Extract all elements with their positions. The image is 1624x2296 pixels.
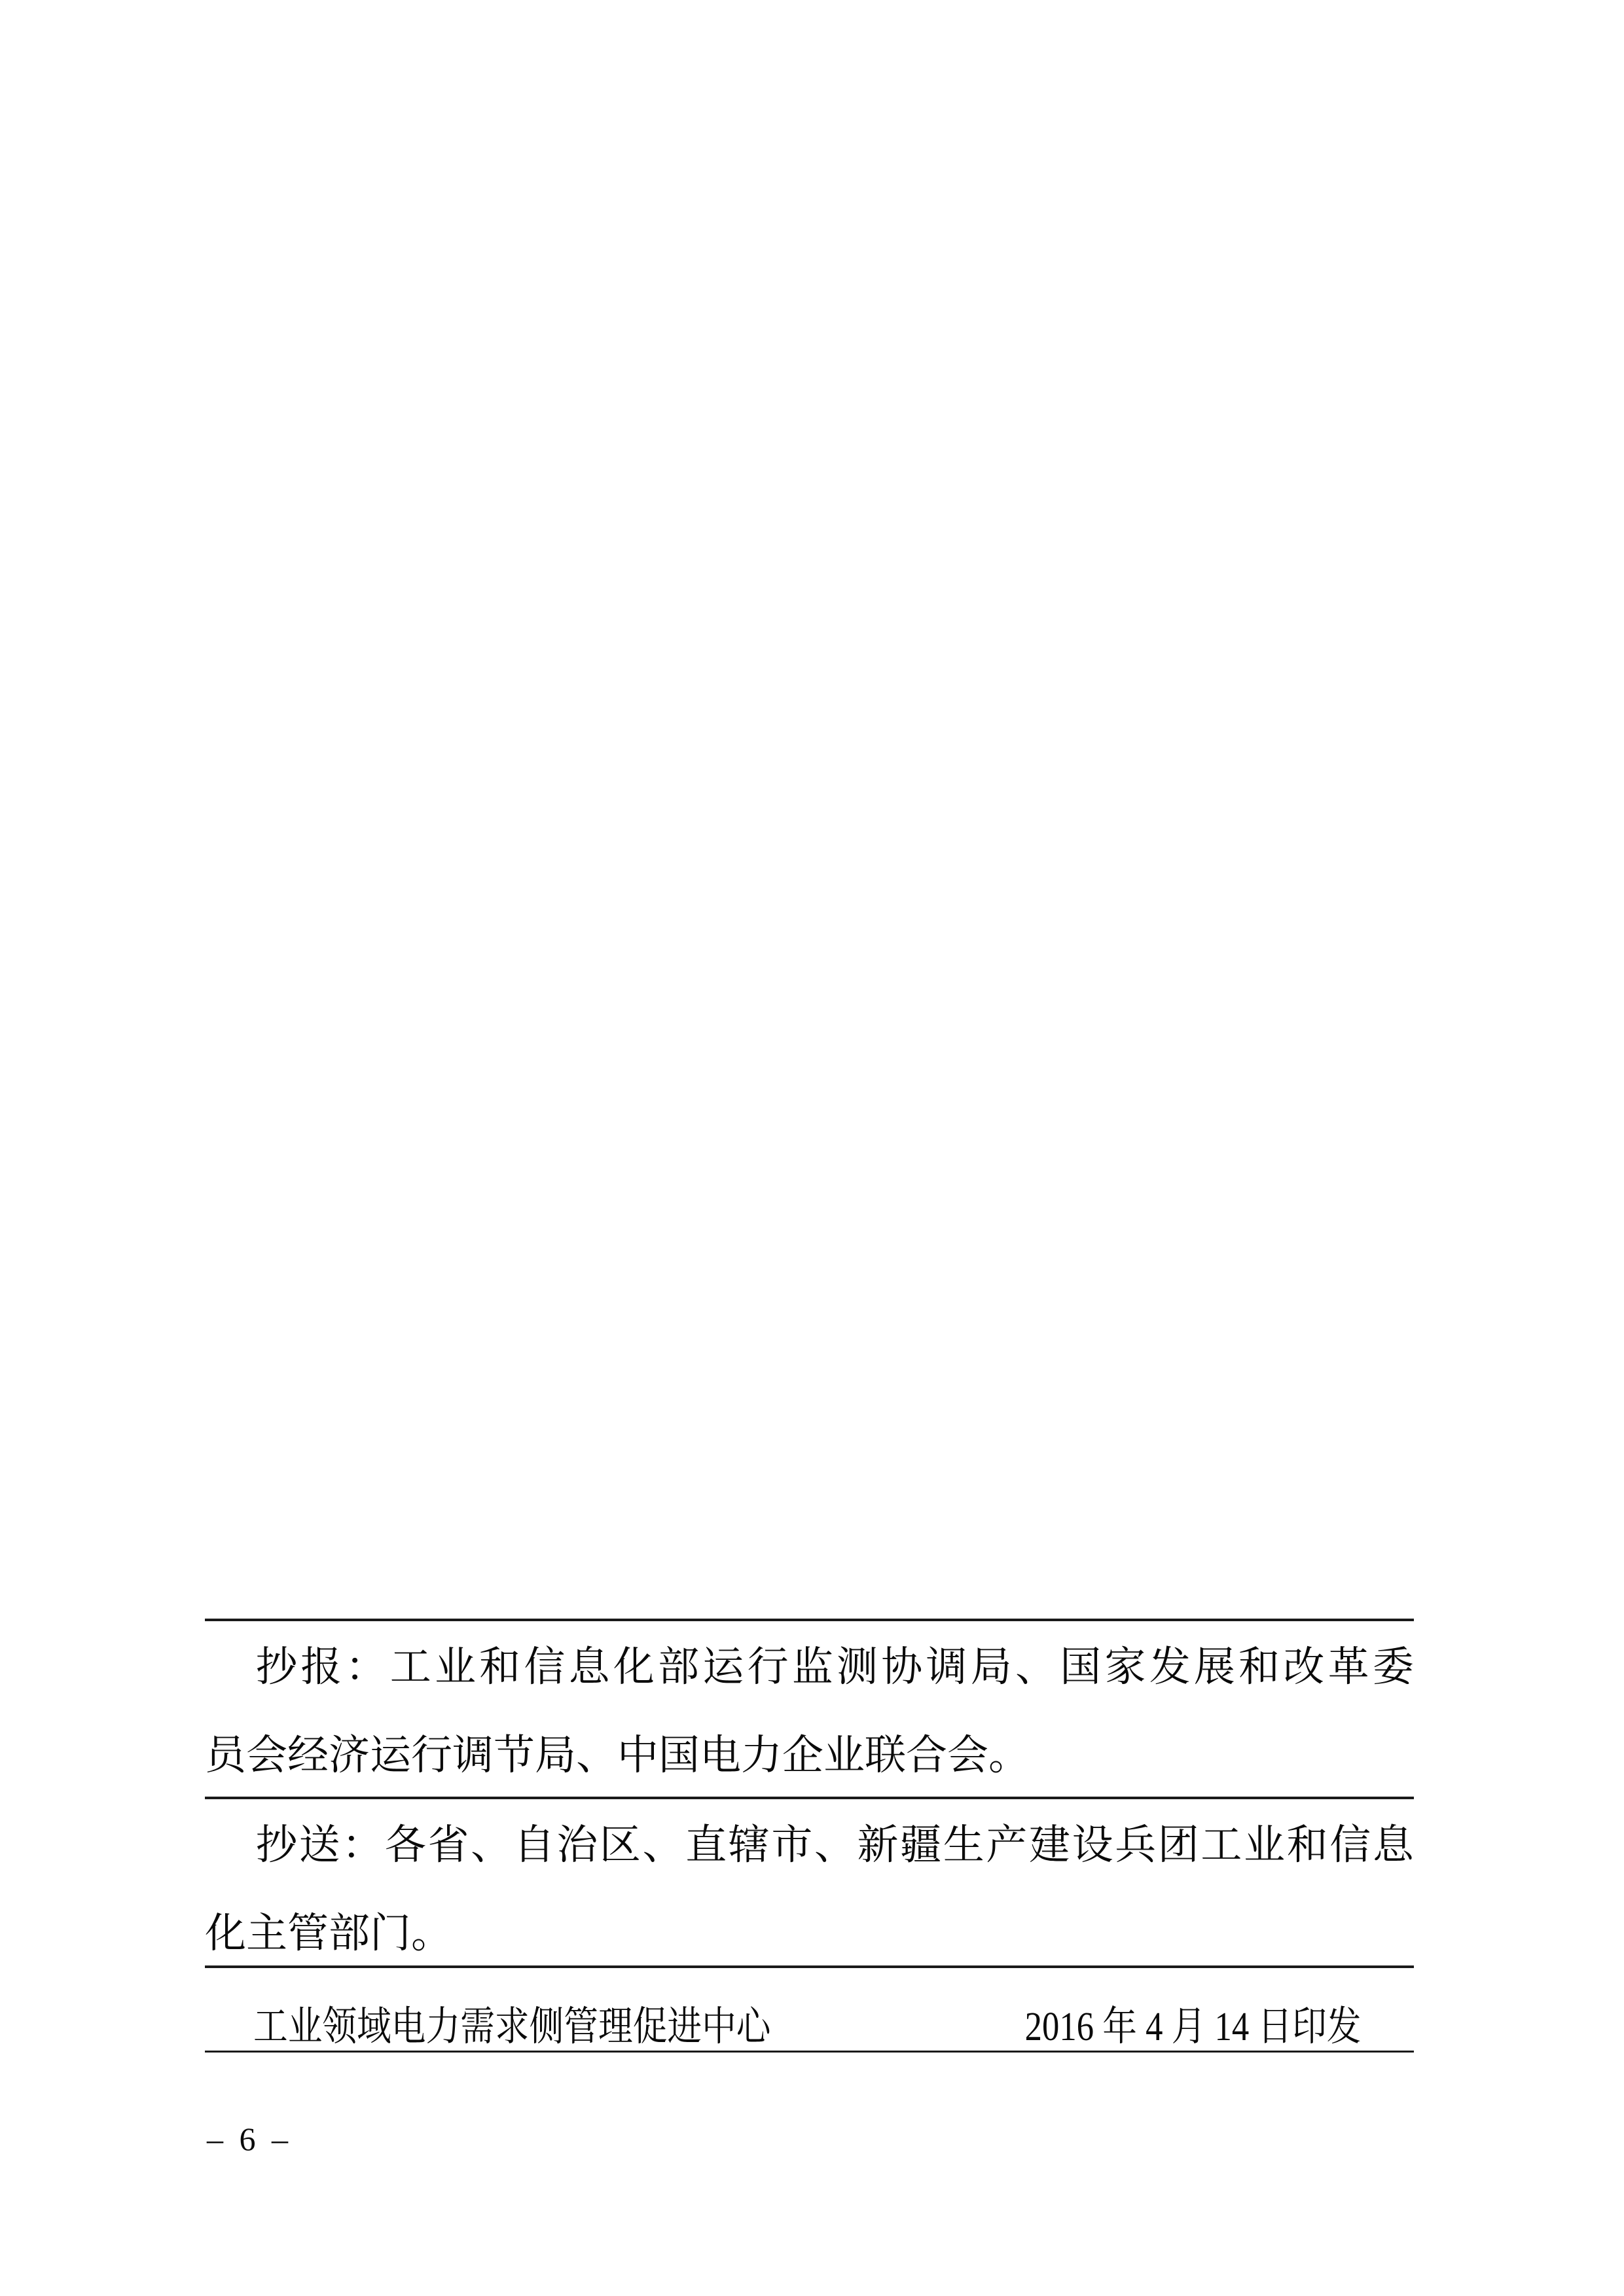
- copy-report-section: [205, 1623, 1414, 1800]
- divider-bottom: [205, 2051, 1414, 2053]
- copy-send-section: [205, 1801, 1414, 1978]
- issuance-date: 2016 年 4 月 14 日印发: [1025, 2004, 1362, 2049]
- divider-issuance-top: [205, 1965, 1414, 1968]
- issuance-row: [205, 1990, 1414, 2055]
- copy-report-line2: 员会经济运行调节局、中国电力企业联合会。: [205, 1732, 1030, 1778]
- page-number: – 6 –: [207, 2121, 292, 2157]
- copy-send-line2: 化主管部门。: [205, 1910, 452, 1956]
- divider-top: [205, 1619, 1414, 1621]
- copy-report-line1: 抄 报 ： 工 业 和 信 息 化 部 运 行 监 测 协 调 局 、 国 家 发 展 和 改 革 委: [256, 1644, 1414, 1690]
- copy-send-line1: 抄 送 ： 各 省 、 自 治 区 、 直 辖 市 、 新 疆 生 产 建 设 兵 团 工 业 和 信 息: [256, 1822, 1414, 1868]
- divider-middle: [205, 1797, 1414, 1799]
- issuing-organization: 工业领域电力需求侧管理促进中心: [253, 2004, 771, 2049]
